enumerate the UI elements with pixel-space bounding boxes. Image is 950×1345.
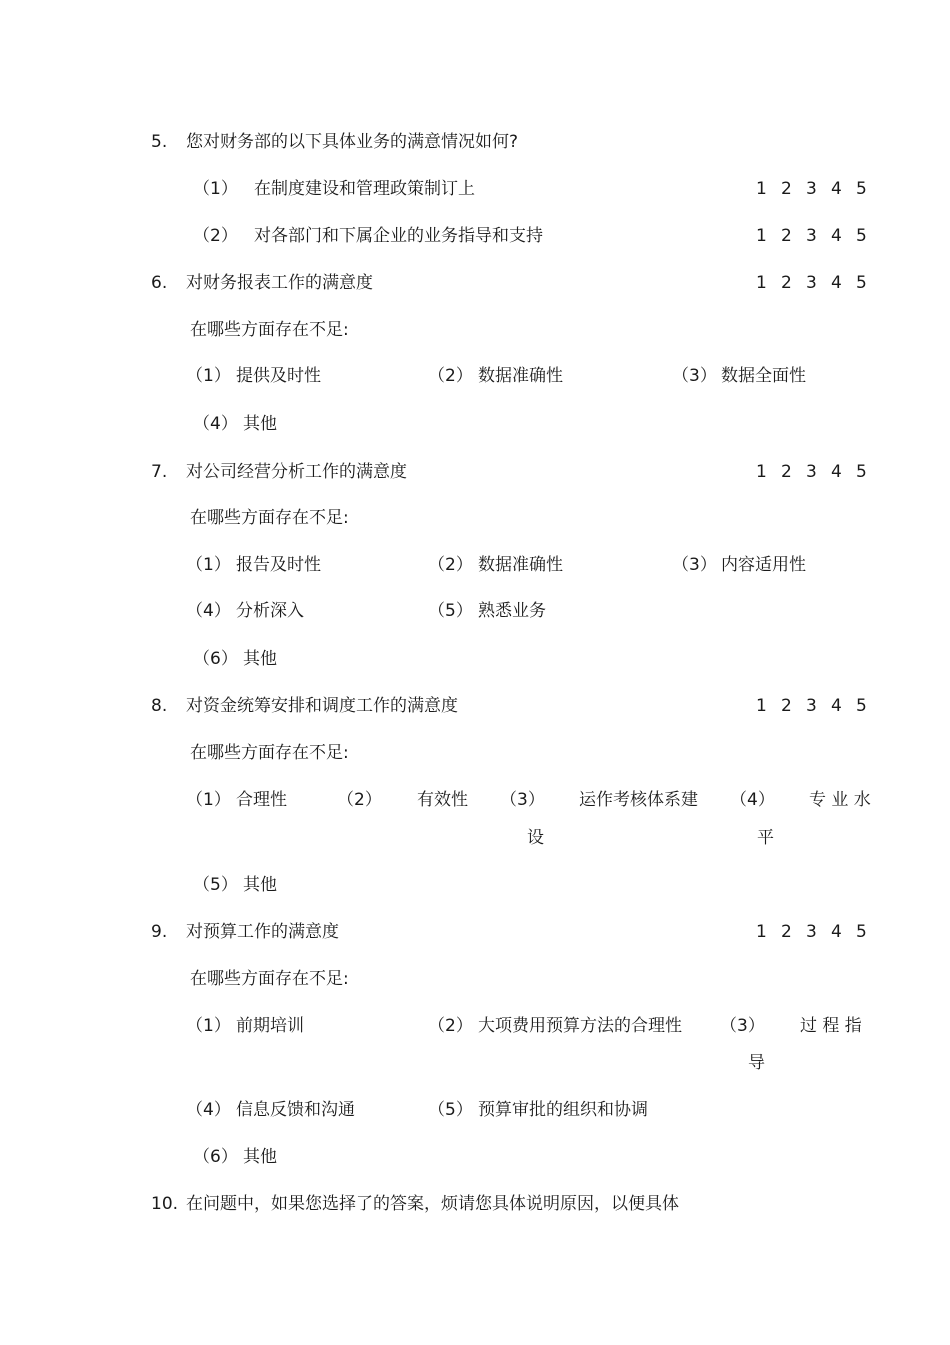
q8-option4-text: 专 业 水 <box>809 790 871 810</box>
q7-option2-number: （2） <box>428 555 473 575</box>
q8-option3-text: 运作考核体系建 <box>579 790 698 810</box>
rating-2: 2 <box>781 226 792 246</box>
q5-number: 5. <box>151 132 168 152</box>
q6-option2-text: 数据准确性 <box>478 366 563 386</box>
q7-option1-number: （1） <box>186 555 231 575</box>
q9-option5-text: 预算审批的组织和协调 <box>478 1100 648 1120</box>
rating-4: 4 <box>831 226 842 246</box>
q10-number: 10. <box>151 1194 179 1214</box>
q9-text: 对预算工作的满意度 <box>186 922 339 942</box>
q8-option3-number: （3） <box>500 790 545 810</box>
rating-1: 1 <box>756 226 767 246</box>
q9-number: 9. <box>151 922 168 942</box>
q5-item1-number: （1） <box>193 179 238 199</box>
q7-option5-text: 熟悉业务 <box>478 601 546 621</box>
rating-2: 2 <box>781 273 792 293</box>
rating-3: 3 <box>806 696 817 716</box>
q8-subheading: 在哪些方面存在不足: <box>190 743 349 763</box>
q8-rating-scale <box>756 696 881 716</box>
rating-1: 1 <box>756 696 767 716</box>
rating-3: 3 <box>806 226 817 246</box>
q6-number: 6. <box>151 273 168 293</box>
q7-option5-number: （5） <box>428 601 473 621</box>
q9-option4-text: 信息反馈和沟通 <box>236 1100 355 1120</box>
q6-text: 对财务报表工作的满意度 <box>186 273 373 293</box>
q5-item1-text: 在制度建设和管理政策制订上 <box>254 179 475 199</box>
q10-text: 在问题中，如果您选择了的答案，烦请您具体说明原因，以便具体 <box>186 1194 679 1214</box>
q7-number: 7. <box>151 462 168 482</box>
rating-4: 4 <box>831 179 842 199</box>
rating-2: 2 <box>781 179 792 199</box>
rating-3: 3 <box>806 462 817 482</box>
rating-5: 5 <box>856 273 867 293</box>
q9-rating-scale <box>756 922 881 942</box>
q8-option2-number: （2） <box>337 790 382 810</box>
q7-text: 对公司经营分析工作的满意度 <box>186 462 407 482</box>
q6-option3-text: 数据全面性 <box>721 366 806 386</box>
q6-option1-text: 提供及时性 <box>236 366 321 386</box>
q9-option1-text: 前期培训 <box>236 1016 304 1036</box>
rating-1: 1 <box>756 462 767 482</box>
q9-subheading: 在哪些方面存在不足: <box>190 969 349 989</box>
rating-5: 5 <box>856 696 867 716</box>
q9-option6-text: 其他 <box>243 1147 277 1167</box>
q5-text: 您对财务部的以下具体业务的满意情况如何? <box>186 132 519 152</box>
q8-text: 对资金统筹安排和调度工作的满意度 <box>186 696 458 716</box>
q9-option3-number: （3） <box>720 1016 765 1036</box>
q6-option4-text: 其他 <box>243 414 277 434</box>
rating-1: 1 <box>756 273 767 293</box>
q8-option5-text: 其他 <box>243 875 277 895</box>
rating-4: 4 <box>831 462 842 482</box>
q8-option1-number: （1） <box>186 790 231 810</box>
q5-item1-rating-scale <box>756 179 881 199</box>
q7-option4-text: 分析深入 <box>236 601 304 621</box>
q9-option4-number: （4） <box>186 1100 231 1120</box>
q8-option2-text: 有效性 <box>417 790 468 810</box>
q7-option4-number: （4） <box>186 601 231 621</box>
q7-option3-text: 内容适用性 <box>721 555 806 575</box>
rating-2: 2 <box>781 696 792 716</box>
q7-subheading: 在哪些方面存在不足: <box>190 508 349 528</box>
q5-item2-number: （2） <box>193 226 238 246</box>
q9-option5-number: （5） <box>428 1100 473 1120</box>
rating-3: 3 <box>806 179 817 199</box>
rating-3: 3 <box>806 273 817 293</box>
q8-option4-number: （4） <box>730 790 775 810</box>
q7-option1-text: 报告及时性 <box>236 555 321 575</box>
rating-5: 5 <box>856 922 867 942</box>
q7-rating-scale <box>756 462 881 482</box>
q8-option1-text: 合理性 <box>236 790 287 810</box>
q7-option2-text: 数据准确性 <box>478 555 563 575</box>
rating-2: 2 <box>781 922 792 942</box>
q6-rating-scale <box>756 273 881 293</box>
q9-option2-text: 大项费用预算方法的合理性 <box>478 1016 682 1036</box>
q6-subheading: 在哪些方面存在不足: <box>190 320 349 340</box>
q8-option3-text-wrap: 设 <box>527 828 544 848</box>
q8-option4-text-wrap: 平 <box>757 828 774 848</box>
q6-option4-number: （4） <box>193 414 238 434</box>
rating-5: 5 <box>856 462 867 482</box>
rating-5: 5 <box>856 226 867 246</box>
q7-option6-number: （6） <box>193 649 238 669</box>
q9-option2-number: （2） <box>428 1016 473 1036</box>
q8-option5-number: （5） <box>193 875 238 895</box>
q9-option3-text-wrap: 导 <box>748 1053 765 1073</box>
q6-option1-number: （1） <box>186 366 231 386</box>
rating-1: 1 <box>756 922 767 942</box>
q6-option2-number: （2） <box>428 366 473 386</box>
rating-1: 1 <box>756 179 767 199</box>
rating-2: 2 <box>781 462 792 482</box>
rating-4: 4 <box>831 696 842 716</box>
q7-option6-text: 其他 <box>243 649 277 669</box>
rating-3: 3 <box>806 922 817 942</box>
q8-number: 8. <box>151 696 168 716</box>
q6-option3-number: （3） <box>672 366 717 386</box>
q7-option3-number: （3） <box>672 555 717 575</box>
q9-option3-text: 过 程 指 <box>800 1016 862 1036</box>
q9-option6-number: （6） <box>193 1147 238 1167</box>
rating-4: 4 <box>831 273 842 293</box>
q5-item2-rating-scale <box>756 226 881 246</box>
rating-4: 4 <box>831 922 842 942</box>
q5-item2-text: 对各部门和下属企业的业务指导和支持 <box>254 226 543 246</box>
rating-5: 5 <box>856 179 867 199</box>
q9-option1-number: （1） <box>186 1016 231 1036</box>
